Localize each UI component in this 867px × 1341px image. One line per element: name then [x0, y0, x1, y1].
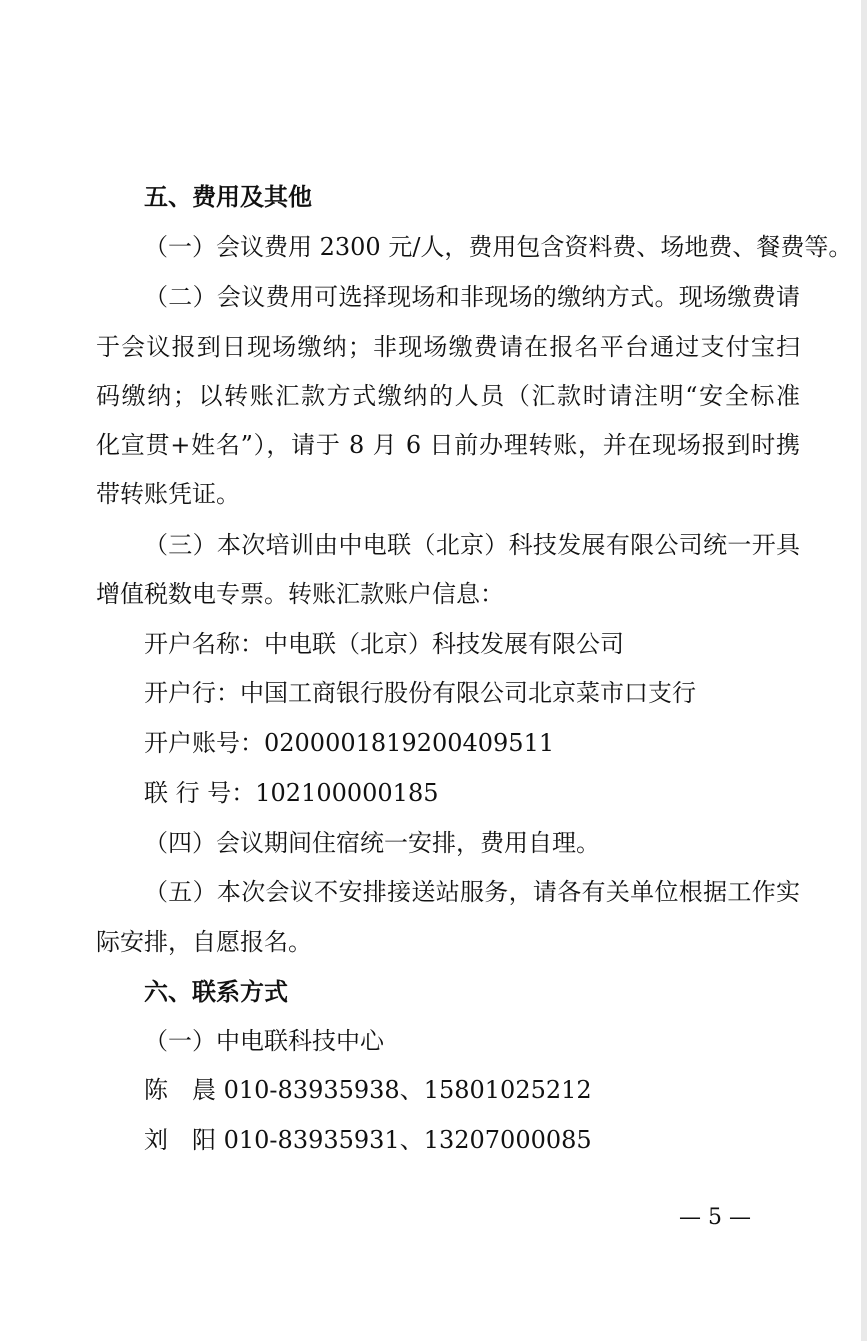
section5-item3-line1: （三）本次培训由中电联（北京）科技发展有限公司统一开具	[144, 531, 800, 559]
section5-item2-line1: （二）会议费用可选择现场和非现场的缴纳方式。现场缴费请	[144, 283, 800, 311]
section5-item2-line5: 带转账凭证。	[96, 480, 240, 508]
section5-item1: （一）会议费用 2300 元/人，费用包含资料费、场地费、餐费等。	[144, 233, 853, 261]
section5-item2-line3: 码缴纳；以转账汇款方式缴纳的人员（汇款时请注明“安全标准	[96, 382, 800, 410]
contact-liu: 刘 阳 010-83935931、13207000085	[144, 1126, 592, 1154]
account-number: 开户账号：0200001819200409511	[144, 729, 555, 757]
page-number: — 5 —	[679, 1205, 751, 1230]
section5-item5-line2: 际安排，自愿报名。	[96, 928, 312, 956]
section5-item4: （四）会议期间住宿统一安排，费用自理。	[144, 829, 600, 857]
section5-item2-line2: 于会议报到日现场缴纳；非现场缴费请在报名平台通过支付宝扫	[96, 333, 800, 361]
section6-item1: （一）中电联科技中心	[144, 1027, 384, 1055]
section5-item2-line4: 化宣贯+姓名”），请于 8 月 6 日前办理转账，并在现场报到时携	[96, 431, 800, 459]
bank-name: 开户行：中国工商银行股份有限公司北京菜市口支行	[144, 679, 696, 707]
section5-item3-line2: 增值税数电专票。转账汇款账户信息：	[96, 580, 504, 608]
section5-item5-line1: （五）本次会议不安排接送站服务，请各有关单位根据工作实	[144, 878, 800, 906]
bank-code: 联 行 号：102100000185	[144, 779, 439, 807]
contact-chen: 陈 晨 010-83935938、15801025212	[144, 1076, 592, 1104]
account-name: 开户名称：中电联（北京）科技发展有限公司	[144, 630, 624, 658]
page-edge	[861, 0, 867, 1341]
section6-heading: 六、联系方式	[144, 978, 288, 1006]
section5-heading: 五、费用及其他	[144, 183, 312, 211]
